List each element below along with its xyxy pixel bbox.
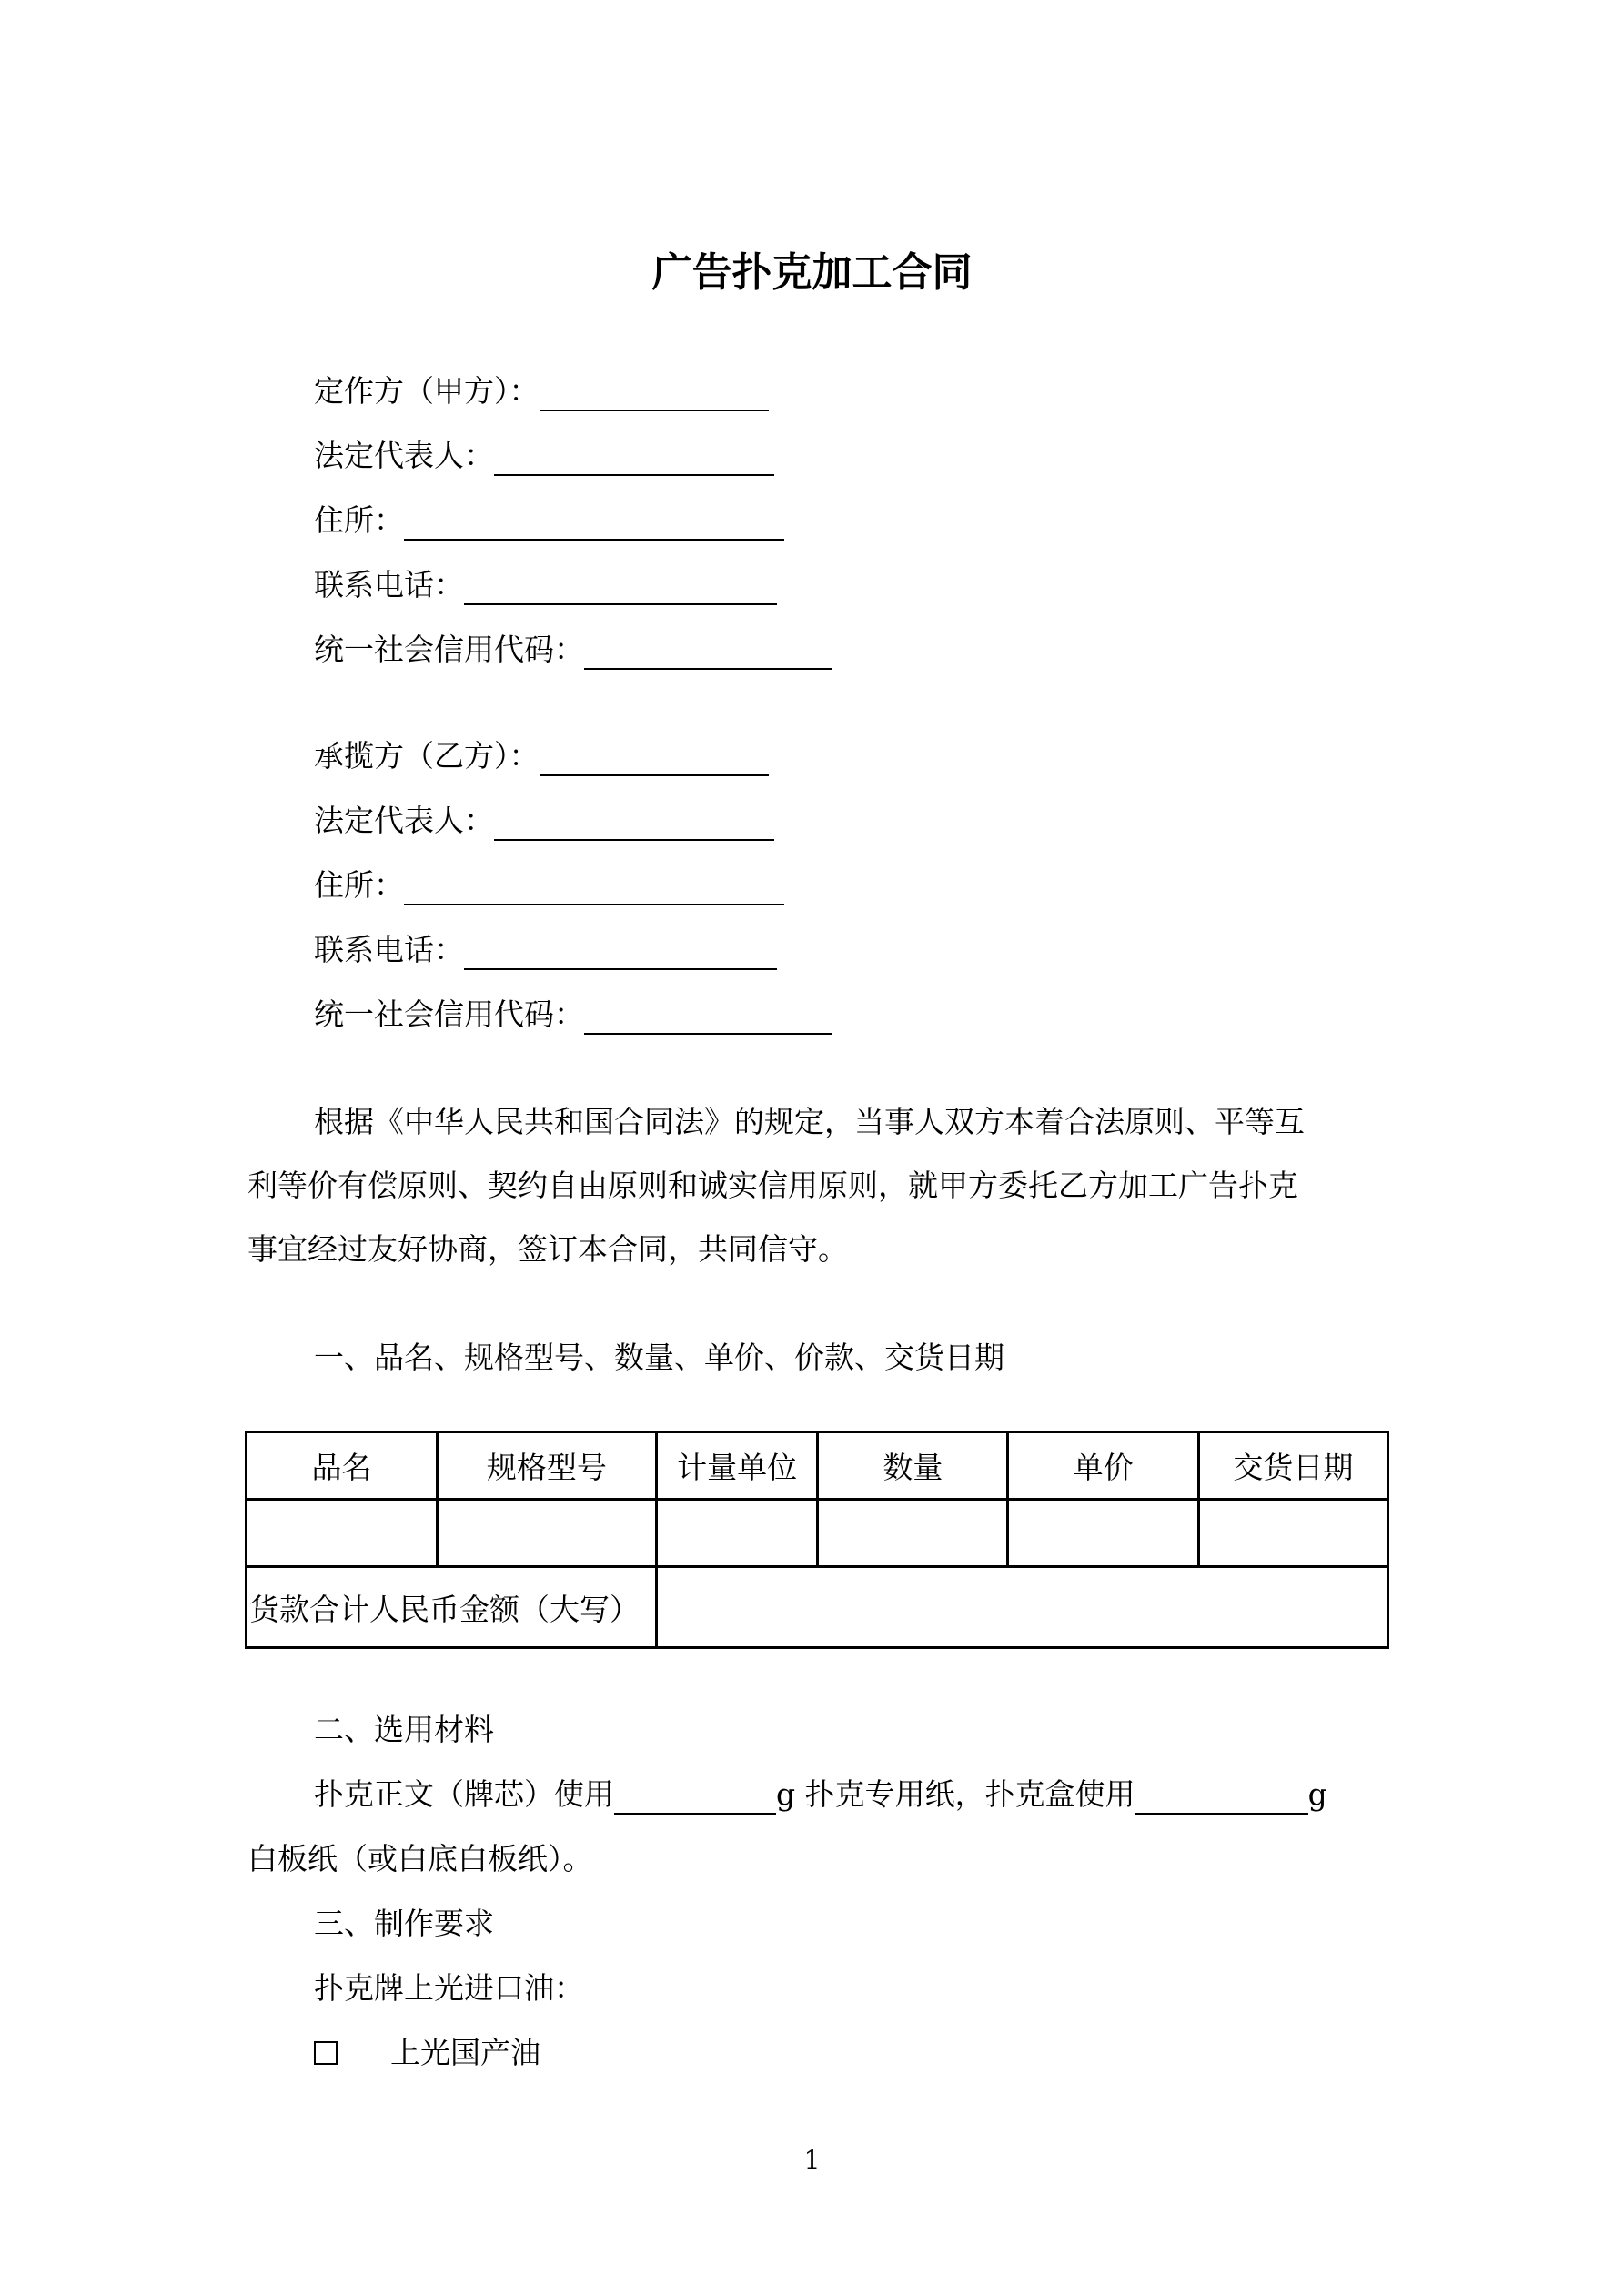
preamble-line-2: 利等价有偿原则、契约自由原则和诚实信用原则，就甲方委托乙方加工广告扑克 <box>247 1168 1298 1203</box>
party-b-address-row <box>314 862 784 905</box>
box-paper-weight-blank[interactable] <box>1135 1782 1308 1815</box>
party-b-address-blank[interactable] <box>404 873 784 905</box>
party-a-credit-code-row <box>314 626 832 670</box>
table-cell-unit-price[interactable] <box>1008 1500 1198 1567</box>
section-1-heading: 一、品名、规格型号、数量、单价、价款、交货日期 <box>314 1340 1004 1375</box>
party-a-representative-row <box>314 432 774 476</box>
materials-line-2: 白板纸（或白底白板纸）。 <box>247 1841 593 1876</box>
option-domestic-oil-label: 上光国产油 <box>390 2035 540 2070</box>
party-a-name-label: 定作方（甲方）： <box>314 373 540 409</box>
party-a-phone-blank[interactable] <box>464 572 777 605</box>
party-a-address-row <box>314 497 784 541</box>
party-a-phone-label: 联系电话： <box>314 567 464 602</box>
page-title: 广告扑克加工合同 <box>651 249 973 296</box>
table-cell-unit[interactable] <box>656 1500 817 1567</box>
table-header-cell: 规格型号 <box>437 1432 656 1500</box>
table-header-cell: 交货日期 <box>1198 1432 1387 1500</box>
option-domestic-oil[interactable] <box>314 2033 540 2073</box>
party-b-representative-blank[interactable] <box>494 808 774 841</box>
party-b-credit-code-row <box>314 991 832 1035</box>
party-b-phone-label: 联系电话： <box>314 932 464 967</box>
materials-text-b: g 扑克专用纸，扑克盒使用 <box>776 1776 1135 1812</box>
preamble-line-3: 事宜经过友好协商，签订本合同，共同信守。 <box>247 1231 848 1267</box>
party-a-credit-code-blank[interactable] <box>584 637 832 670</box>
materials-line <box>314 1775 1327 1815</box>
party-b-credit-code-label: 统一社会信用代码： <box>314 996 584 1032</box>
total-amount-label: 货款合计人民币金额（大写） <box>247 1567 657 1648</box>
section-2-heading: 二、选用材料 <box>314 1712 494 1747</box>
checkbox-icon[interactable] <box>314 2041 338 2065</box>
materials-text-c: g <box>1307 1776 1327 1812</box>
party-a-phone-row <box>314 561 777 605</box>
table-header-row <box>247 1432 1388 1500</box>
page-number: 1 <box>803 2145 821 2175</box>
card-paper-weight-blank[interactable] <box>614 1782 776 1815</box>
party-b-phone-blank[interactable] <box>464 937 777 970</box>
table-cell-quantity[interactable] <box>818 1500 1008 1567</box>
party-a-credit-code-label: 统一社会信用代码： <box>314 632 584 667</box>
party-b-phone-row <box>314 926 777 970</box>
party-b-representative-label: 法定代表人： <box>314 803 494 838</box>
party-a-address-blank[interactable] <box>404 508 784 541</box>
materials-text-a: 扑克正文（牌芯）使用 <box>314 1776 614 1812</box>
party-a-representative-blank[interactable] <box>494 443 774 476</box>
party-b-credit-code-blank[interactable] <box>584 1002 832 1035</box>
party-b-name-blank[interactable] <box>540 743 769 776</box>
party-a-representative-label: 法定代表人： <box>314 438 494 473</box>
party-b-address-label: 住所： <box>314 867 404 903</box>
party-a-address-label: 住所： <box>314 502 404 538</box>
preamble-paragraph <box>247 1090 1394 1281</box>
party-b-name-label: 承揽方（乙方）： <box>314 738 540 774</box>
table-cell-delivery-date[interactable] <box>1198 1500 1387 1567</box>
table-total-row <box>247 1567 1388 1648</box>
table-header-cell: 单价 <box>1008 1432 1198 1500</box>
items-table <box>245 1431 1389 1649</box>
table-header-cell: 数量 <box>818 1432 1008 1500</box>
party-b-name-row <box>314 733 769 776</box>
table-header-cell: 品名 <box>247 1432 438 1500</box>
party-a-name-blank[interactable] <box>540 379 769 411</box>
section-3-heading: 三、制作要求 <box>314 1906 494 1941</box>
table-cell-spec-model[interactable] <box>437 1500 656 1567</box>
table-row <box>247 1500 1388 1567</box>
preamble-line-1: 根据《中华人民共和国合同法》的规定，当事人双方本着合法原则、平等互 <box>314 1104 1305 1139</box>
section-3-subheading: 扑克牌上光进口油： <box>314 1970 584 2006</box>
table-cell-product-name[interactable] <box>247 1500 438 1567</box>
party-b-representative-row <box>314 797 774 841</box>
table-header-cell: 计量单位 <box>656 1432 817 1500</box>
party-a-name-row <box>314 368 769 411</box>
total-amount-value[interactable] <box>656 1567 1387 1648</box>
